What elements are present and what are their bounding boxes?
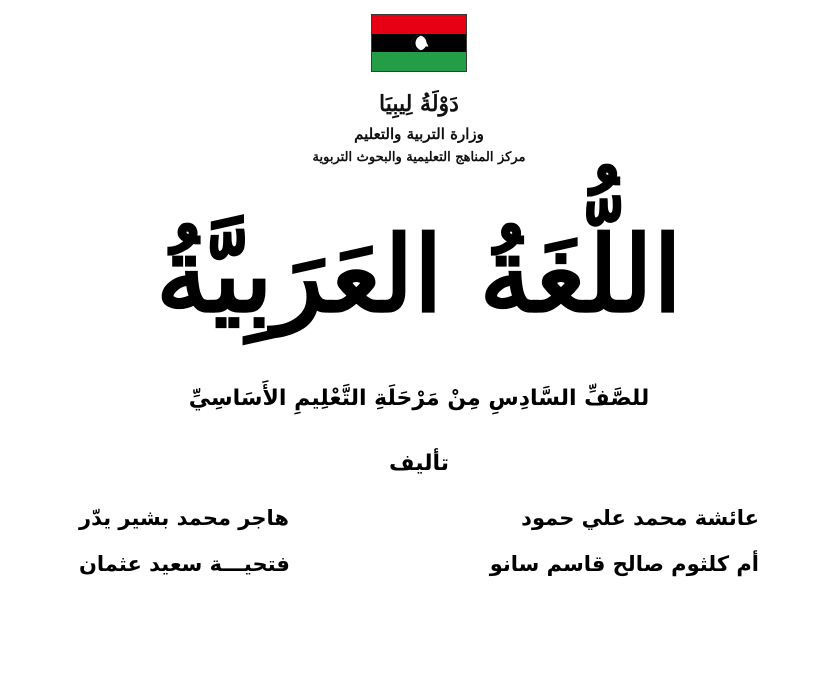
author-name: فتحيـــة سعيد عثمان <box>79 552 290 577</box>
curriculum-center-name: مركز المناهج التعليمية والبحوث التربوية <box>312 149 526 165</box>
author-name: عائشة محمد علي حمود <box>521 506 759 531</box>
author-name: هاجر محمد بشير يدّر <box>79 506 289 531</box>
ministry-heading <box>313 88 526 167</box>
grade-subtitle: للصَّفِّ السَّادِسِ مِنْ مَرْحَلَةِ التَّعْلِيمِ الأَسَاسِيِّ <box>188 386 650 412</box>
page-title: اللُّغَةُ العَرَبِيَّةُ <box>155 212 683 336</box>
authorship-label: تأليف <box>389 451 449 477</box>
author-name: أم كلثوم صالح قاسم سانو <box>489 552 759 577</box>
authors-list <box>69 506 769 576</box>
flag-band-black <box>372 34 466 53</box>
libya-flag <box>371 14 467 72</box>
crescent-and-star-icon <box>412 36 427 51</box>
flag-band-red <box>372 15 466 34</box>
ministry-name: وزارة التربية والتعليم <box>354 125 484 143</box>
state-name: دَوْلَةُ لِيبِيَا <box>379 91 459 117</box>
flag-band-green <box>372 52 466 71</box>
